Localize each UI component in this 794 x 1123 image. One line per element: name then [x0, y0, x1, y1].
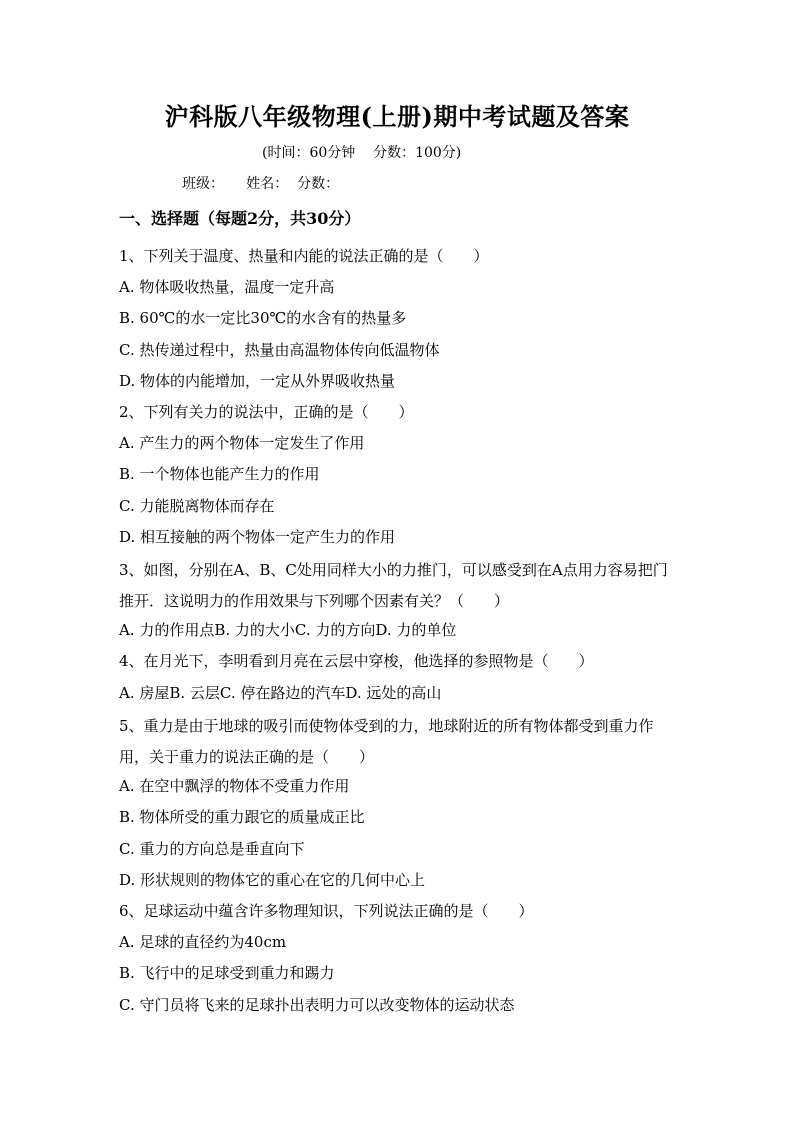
question-option: C. 力能脱离物体而存在 — [119, 496, 275, 515]
student-info-line: 班级： 姓名： 分数： — [182, 176, 340, 192]
question-stem: 4、在月光下，李明看到月亮在云层中穿梭，他选择的参照物是（ ） — [119, 652, 594, 671]
section-heading-choice: 一、选择题（每题2分，共30分） — [119, 209, 361, 228]
question-option: B. 物体所受的重力跟它的质量成正比 — [119, 808, 365, 827]
question-option: A. 物体吸收热量，温度一定升高 — [119, 278, 335, 297]
question-option: C. 守门员将飞来的足球扑出表明力可以改变物体的运动状态 — [119, 995, 515, 1014]
question-option: A. 力的作用点B. 力的大小C. 力的方向D. 力的单位 — [119, 621, 457, 640]
question-option: D. 形状规则的物体它的重心在它的几何中心上 — [119, 870, 426, 889]
question-option: D. 相互接触的两个物体一定产生力的作用 — [119, 527, 396, 546]
question-stem: 3、如图，分别在A、B、C处用同样大小的力推门，可以感受到在A点用力容易把门推开．这说明力的作用效果与下列哪个因素有关？（ ） — [119, 560, 668, 611]
question-stem: 6、足球运动中蕴含许多物理知识，下列说法正确的是（ ） — [119, 902, 534, 920]
question-stem: 1、下列关于温度、热量和内能的说法正确的是（ ） — [119, 247, 489, 265]
question-option: B. 一个物体也能产生力的作用 — [119, 465, 320, 484]
question-option: A. 房屋B. 云层C. 停在路边的汽车D. 远处的高山 — [119, 683, 442, 702]
question-option: C. 重力的方向总是垂直向下 — [119, 839, 305, 858]
question-list — [119, 243, 679, 1023]
question-stem: 5、重力是由于地球的吸引而使物体受到的力，地球附近的所有物体都受到重力作用，关于重力的说法正确的是（ ） — [119, 716, 654, 767]
page-title: 沪科版八年级物理(上册)期中考试题及答案 — [164, 102, 630, 131]
question-stem: 2、下列有关力的说法中，正确的是（ ） — [119, 402, 414, 421]
question-option: A. 足球的直径约为40cm — [119, 933, 287, 952]
exam-time-score: (时间：60分钟 分数：100分) — [262, 145, 462, 161]
question-option: A. 产生力的两个物体一定发生了作用 — [119, 434, 365, 453]
question-option: B. 飞行中的足球受到重力和踢力 — [119, 964, 335, 983]
question-option: B. 60℃的水一定比30℃的水含有的热量多 — [119, 309, 407, 328]
question-option: C. 热传递过程中，热量由高温物体传向低温物体 — [119, 340, 440, 359]
question-option: A. 在空中飘浮的物体不受重力作用 — [119, 777, 350, 796]
question-option: D. 物体的内能增加，一定从外界吸收热量 — [119, 371, 396, 390]
